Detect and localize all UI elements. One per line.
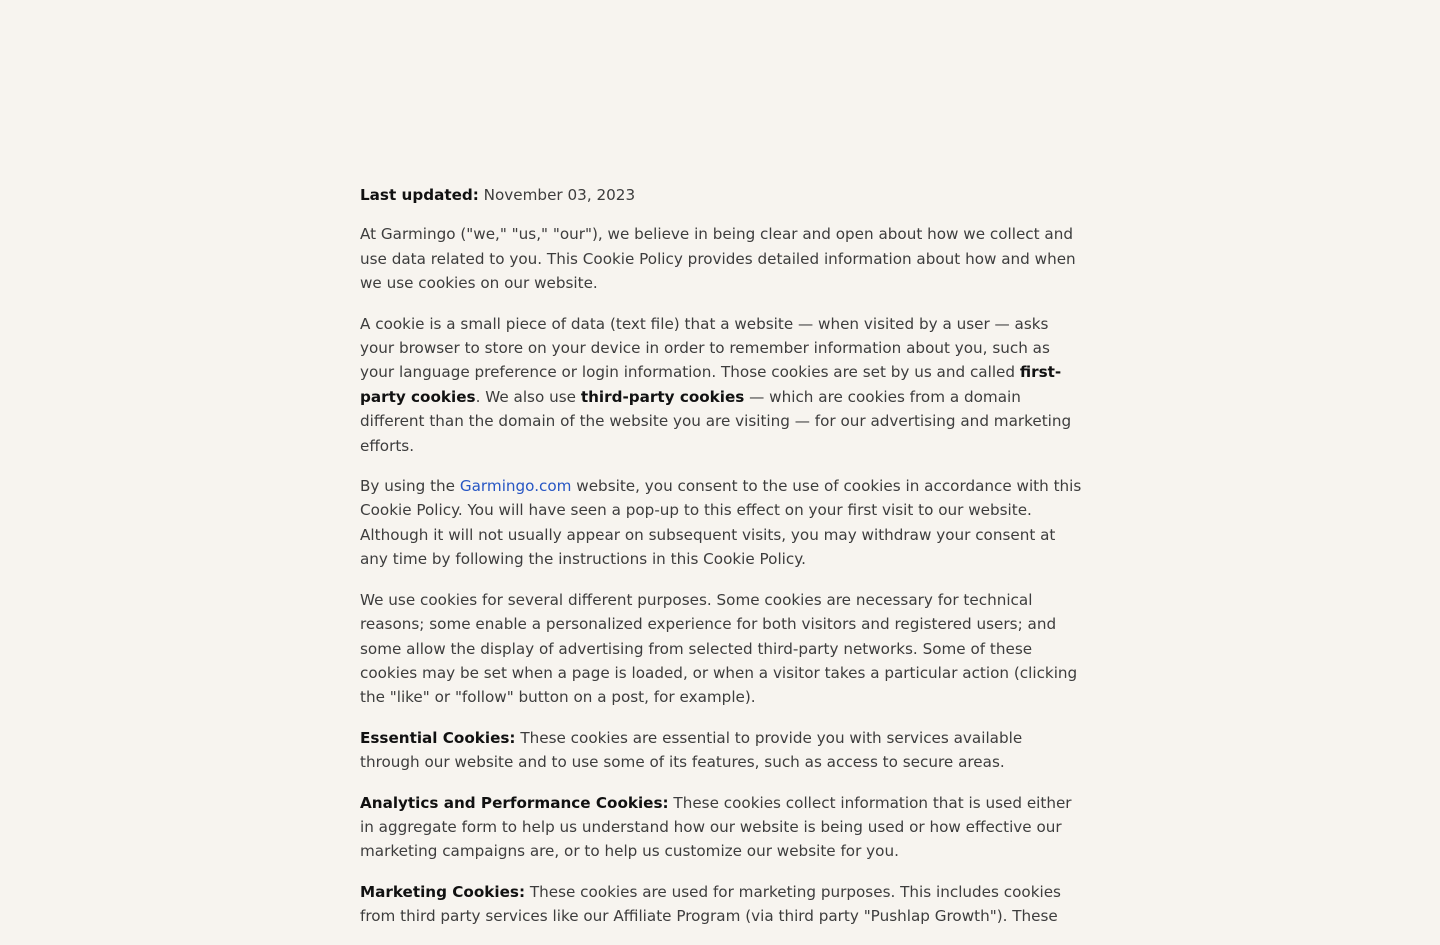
- cookie-definition-paragraph: [360, 312, 1082, 458]
- analytics-cookies-paragraph: [360, 791, 1082, 864]
- marketing-cookies-text: These cookies are used for marketing purposes. This includes cookies from third party services like our Affiliate Program (via third party "Pushlap Growth"). These: [360, 882, 1061, 926]
- garmingo-site-link[interactable]: Garmingo.com: [459, 477, 572, 496]
- consent-paragraph: [360, 474, 1082, 572]
- essential-cookies-label: Essential Cookies:: [360, 728, 516, 747]
- analytics-cookies-text: These cookies collect information that is used either in aggregate form to help us understand how our website is being used or how effective our marketing campaigns are, or to help us customize our website for you.: [360, 793, 1072, 861]
- cookie-definition-text: — which are cookies from a domain different than the domain of the website you are visiting — for our advertising and marketing efforts.: [360, 387, 1072, 455]
- last-updated-label: Last updated:: [360, 186, 479, 204]
- essential-cookies-paragraph: [360, 726, 1082, 775]
- purposes-paragraph: We use cookies for several different purposes. Some cookies are necessary for technical reasons; some enable a personalized experience for both visitors and registered users; and some allow the display of advertising from selected third-party networks. Some of these cookies may be set when a page is loaded, or when a visitor takes a particular action (clicking the "like" or "follow" button on a post, for example).: [360, 590, 1078, 707]
- first-party-cookies-term: first-party cookies: [360, 363, 1062, 406]
- consent-text: By using the: [360, 477, 460, 496]
- cookie-definition-text: . We also use: [475, 387, 581, 406]
- intro-paragraph: At Garmingo ("we," "us," "our"), we believe in being clear and open about how we collect and use data related to you. This Cookie Policy provides detailed information about how and when we use cookies on our website.: [360, 225, 1076, 293]
- marketing-cookies-label: Marketing Cookies:: [360, 882, 526, 901]
- cookie-policy-content: [360, 183, 1082, 945]
- last-updated: [360, 183, 1082, 207]
- marketing-cookies-paragraph: [360, 880, 1082, 929]
- cookie-definition-text: A cookie is a small piece of data (text file) that a website — when visited by a user — asks your browser to store on your device in order to remember information about you, such as your language preference or login information. Those cookies are set by us and called: [360, 314, 1050, 382]
- essential-cookies-text: These cookies are essential to provide you with services available through our website and to use some of its features, such as access to secure areas.: [360, 728, 1023, 772]
- third-party-cookies-term: third-party cookies: [580, 387, 745, 406]
- analytics-cookies-label: Analytics and Performance Cookies:: [360, 793, 669, 812]
- last-updated-date: November 03, 2023: [483, 186, 636, 204]
- consent-text: website, you consent to the use of cookies in accordance with this Cookie Policy. You will have seen a pop-up to this effect on your first visit to our website. Although it will not usually appear on subsequent visits, you may withdraw your consent at any time by following the instructions in this Cookie Policy.: [360, 477, 1082, 569]
